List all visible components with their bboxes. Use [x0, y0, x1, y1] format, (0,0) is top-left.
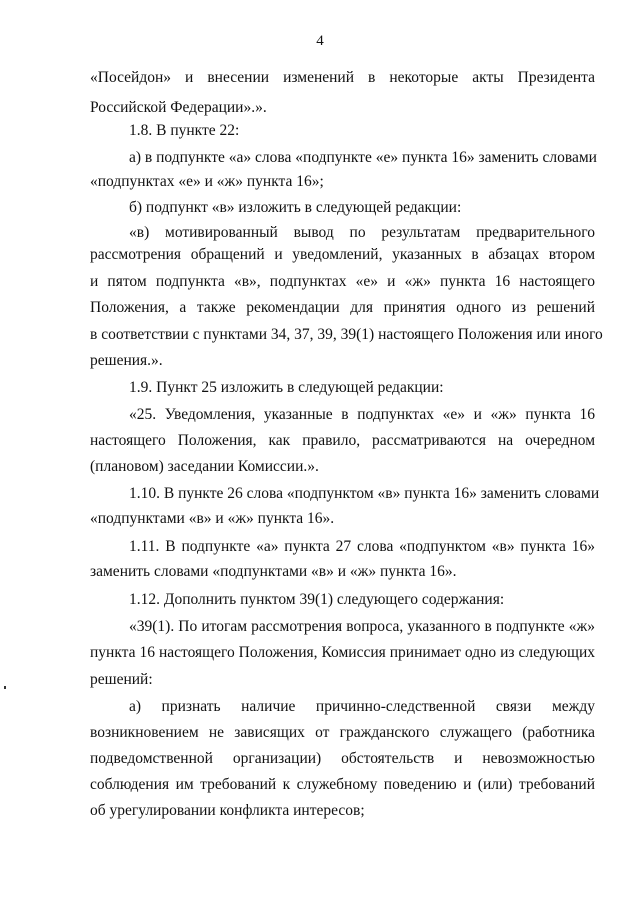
text-line: «подпунктами «в» и «ж» пункта 16». — [90, 510, 335, 527]
page-number: 4 — [316, 33, 324, 49]
text-line: Положения, а также рекомендации для принятия одного из решений — [90, 299, 595, 316]
text-line: б) подпункт «в» изложить в следующей редакции: — [129, 199, 462, 216]
text-line: 1.9. Пункт 25 изложить в следующей редакции: — [129, 379, 444, 396]
text-line: (плановом) заседании Комиссии.». — [90, 458, 319, 475]
text-line: 1.11. В подпункте «а» пункта 27 слова «подпунктом «в» пункта 16» — [129, 538, 595, 555]
scan-speck — [4, 686, 6, 689]
text-line: рассмотрения обращений и уведомлений, указанных в абзацах втором — [90, 246, 595, 263]
text-line: «Посейдон» и внесении изменений в некоторые акты Президента — [90, 69, 595, 86]
text-line: «25. Уведомления, указанные в подпунктах «е» и «ж» пункта 16 — [129, 406, 595, 423]
text-line: «подпунктах «е» и «ж» пункта 16»; — [90, 173, 324, 190]
text-line: пункта 16 настоящего Положения, Комиссия принимает одно из следующих — [90, 644, 595, 661]
text-line: в соответствии с пунктами 34, 37, 39, 39(1) настоящего Положения или иного — [90, 326, 603, 343]
text-line: решений: — [90, 671, 153, 688]
text-line: подведомственной организации) обстоятельств и невозможностью — [90, 750, 595, 767]
text-line: Российской Федерации».». — [90, 99, 267, 116]
text-line: об урегулировании конфликта интересов; — [90, 802, 365, 819]
text-line: и пятом подпункта «в», подпунктах «е» и «ж» пункта 16 настоящего — [90, 273, 595, 290]
text-line: заменить словами «подпунктами «в» и «ж» пункта 16». — [90, 563, 457, 580]
text-line: «39(1). По итогам рассмотрения вопроса, указанного в подпункте «ж» — [129, 618, 595, 635]
text-line: возникновением не зависящих от гражданского служащего (работника — [90, 724, 595, 741]
text-line: а) признать наличие причинно-следственной связи между — [129, 698, 595, 715]
text-line: 1.8. В пункте 22: — [129, 122, 240, 139]
text-line: решения.». — [90, 352, 163, 369]
text-line: соблюдения им требований к служебному поведению и (или) требований — [90, 776, 595, 793]
text-line: а) в подпункте «а» слова «подпункте «е» пункта 16» заменить словами — [129, 149, 597, 166]
text-line: 1.10. В пункте 26 слова «подпунктом «в» пункта 16» заменить словами — [129, 485, 600, 502]
text-line: 1.12. Дополнить пунктом 39(1) следующего содержания: — [129, 591, 505, 608]
text-line: «в) мотивированный вывод по результатам предварительного — [129, 224, 595, 241]
text-line: настоящего Положения, как правило, рассматриваются на очередном — [90, 432, 595, 449]
